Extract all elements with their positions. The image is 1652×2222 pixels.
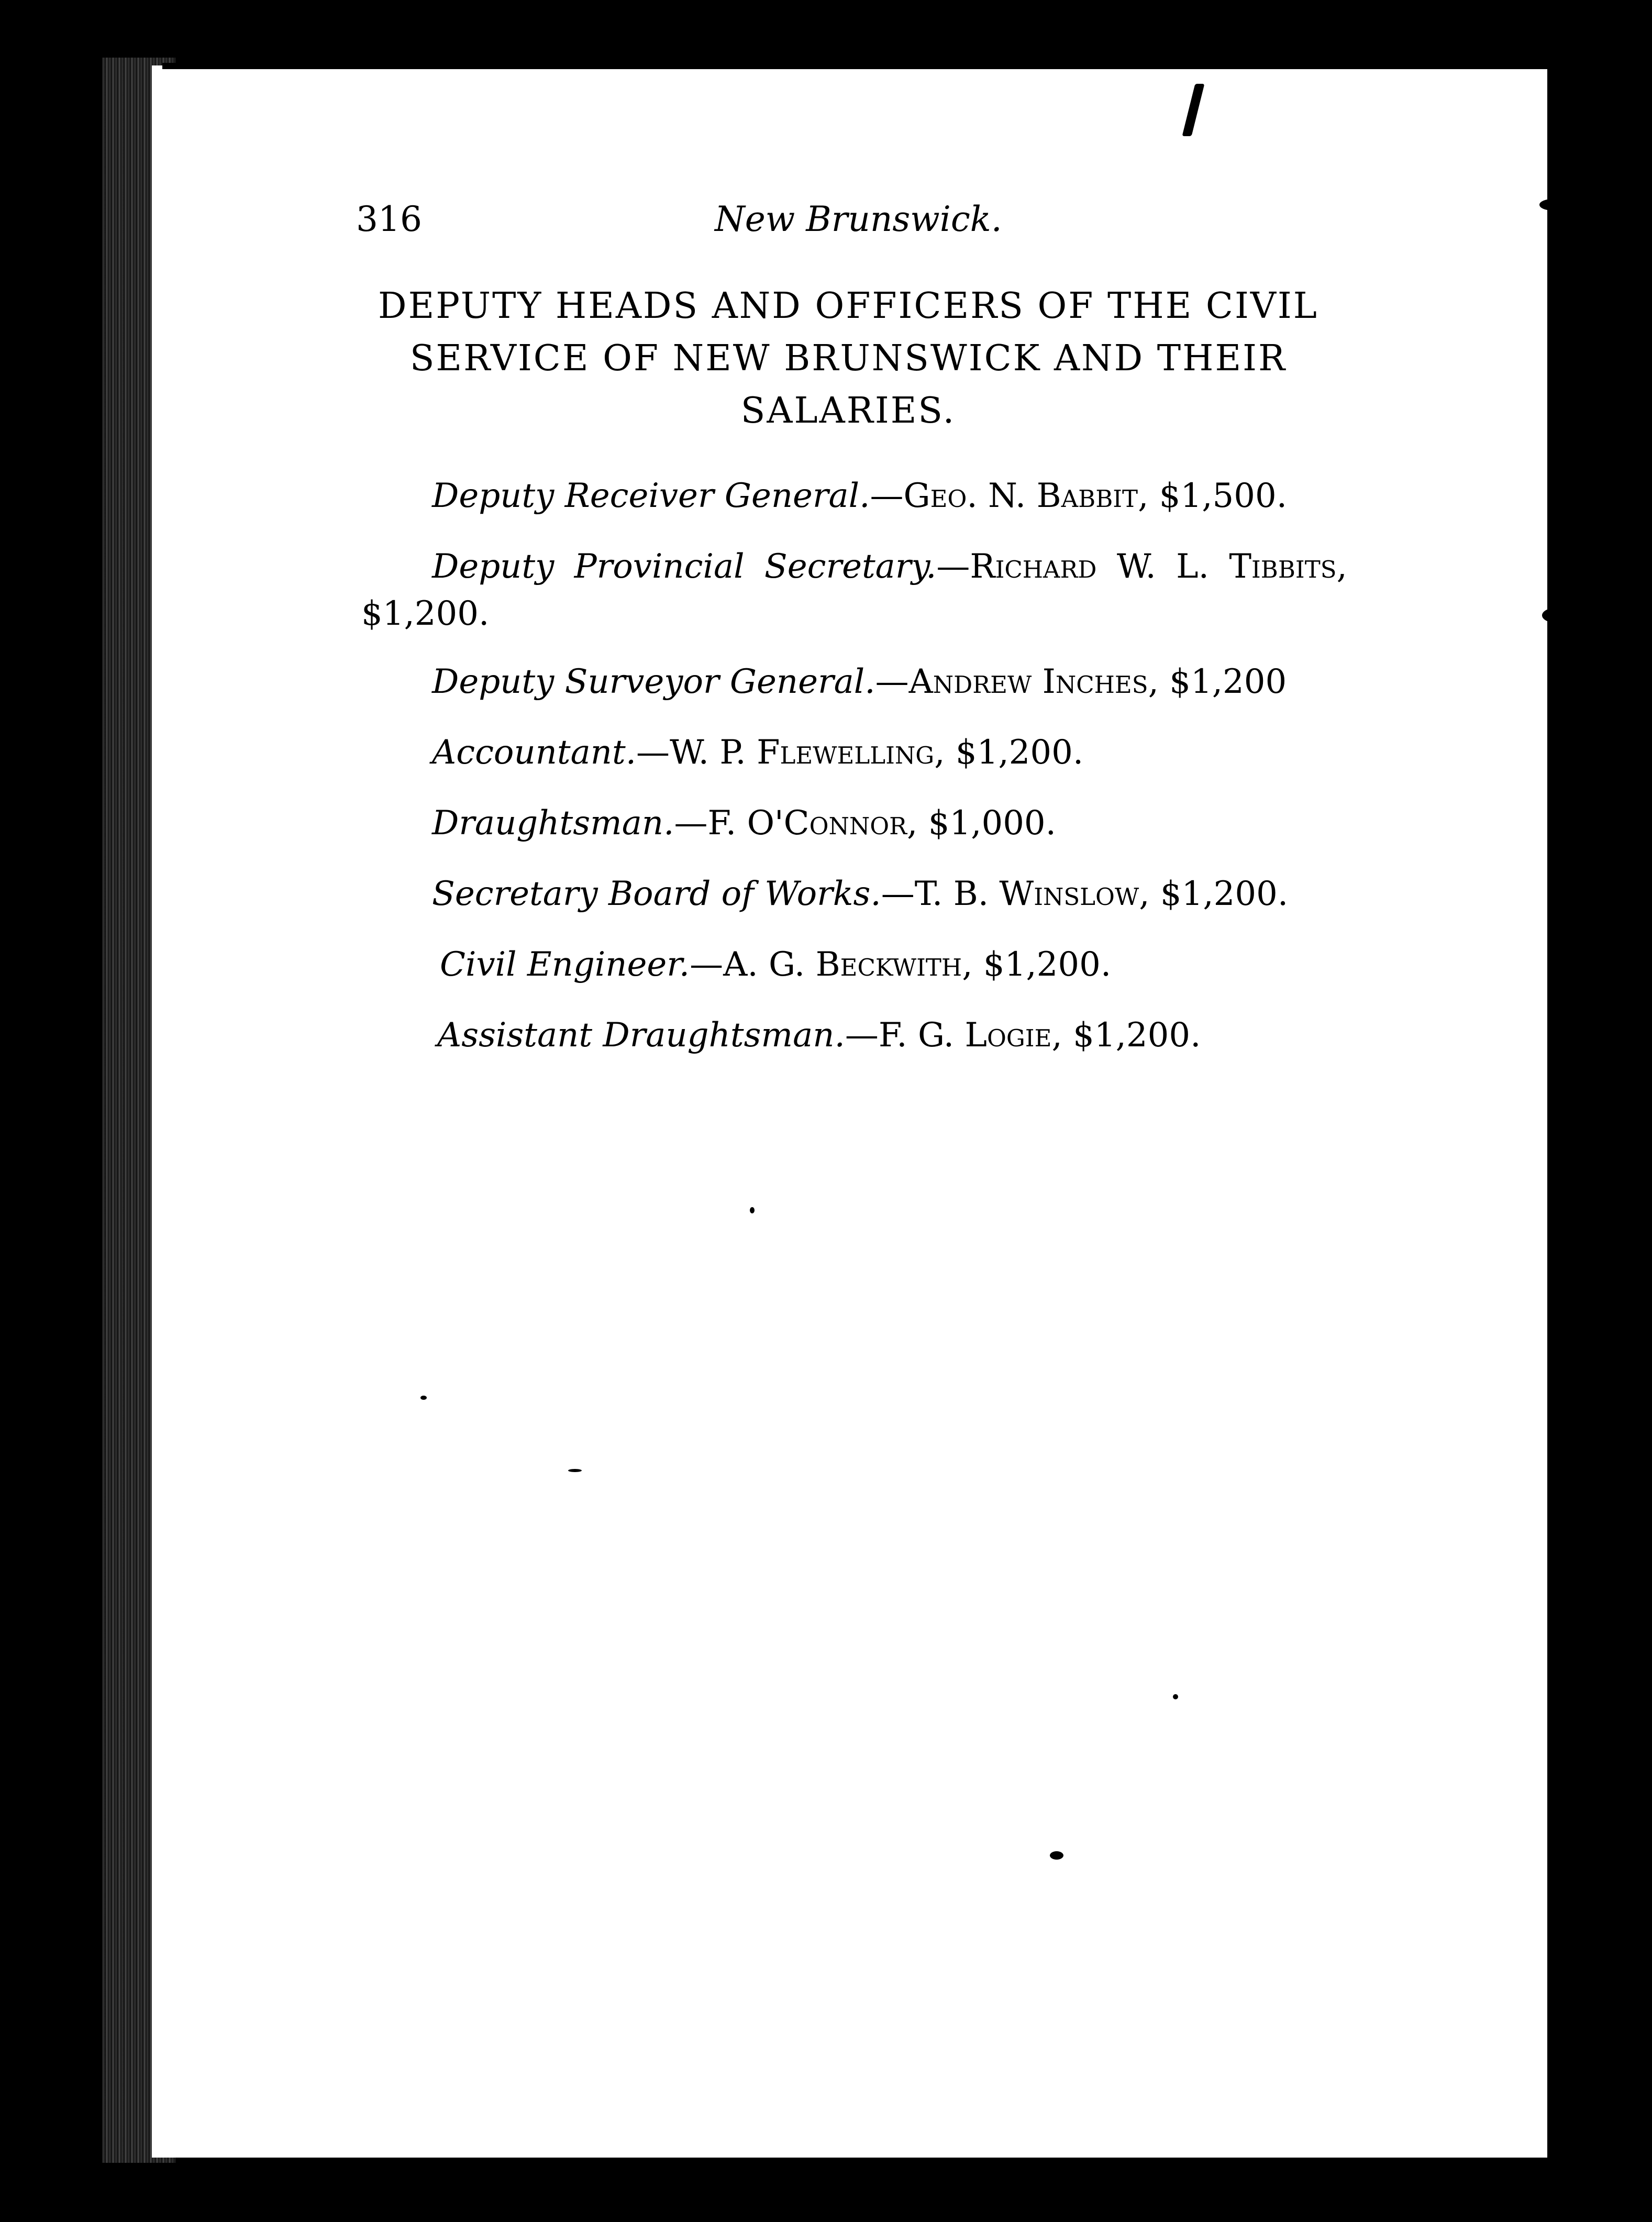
- entry-name: Andrew Inches: [908, 662, 1148, 701]
- entry-role: Civil Engineer.: [440, 945, 690, 984]
- entry-role: Deputy Provincial Secretary.: [432, 547, 937, 586]
- entry-salary: $1,200.: [361, 594, 490, 633]
- entry-salary: , $1,500.: [1138, 477, 1288, 515]
- entry-role: Assistant Draughtsman.: [437, 1016, 845, 1055]
- scan-speck: [1542, 607, 1573, 623]
- entry-role: Accountant.: [432, 733, 637, 772]
- entry-dash: —: [690, 945, 724, 984]
- scan-speck: [750, 1207, 755, 1213]
- entry-role: Draughtsman.: [432, 804, 674, 843]
- entry-salary: , $1,200.: [962, 945, 1112, 984]
- page-number: 316: [356, 199, 422, 239]
- entry-role: Deputy Surveyor General.: [432, 662, 875, 701]
- entry-salary: , $1,200.: [1139, 875, 1289, 913]
- entry-role: Secretary Board of Works.: [432, 875, 881, 913]
- page-title: DEPUTY HEADS AND OFFICERS OF THE CIVIL SERVICE OF NEW BRUNSWICK AND THEIR SALARIES.: [378, 285, 1318, 432]
- entry-accountant: [432, 733, 1083, 772]
- entry-dash: —: [936, 547, 970, 586]
- entry-secretary-board-of-works: [432, 875, 1288, 913]
- entry-dash: —: [674, 804, 708, 843]
- entry-dash: —: [636, 733, 670, 772]
- entry-name: T. B. Winslow: [914, 875, 1139, 913]
- scan-speck: [420, 1396, 427, 1400]
- entry-dash: —: [881, 875, 915, 913]
- entry-deputy-surveyor-general: [432, 662, 1287, 701]
- entry-dash: —: [875, 662, 909, 701]
- entry-name: Richard W. L. Tibbits: [970, 547, 1337, 586]
- entry-assistant-draughtsman: [437, 1016, 1201, 1055]
- entry-deputy-receiver-general: [432, 477, 1287, 515]
- entry-name: W. P. Flewelling: [670, 733, 935, 772]
- entry-civil-engineer: [440, 945, 1111, 984]
- entry-name: Geo. N. Babbit: [903, 477, 1138, 515]
- entry-salary: , $1,000.: [907, 804, 1056, 843]
- right-border: [1547, 65, 1562, 2160]
- entry-salary: , $1,200: [1148, 662, 1287, 701]
- entry-continuation-salary: [361, 594, 489, 633]
- entry-salary: ,: [1336, 547, 1347, 586]
- entry-dash: —: [845, 1016, 879, 1055]
- top-border: [162, 63, 1550, 69]
- running-head: New Brunswick.: [715, 199, 1002, 239]
- scan-speck: [1539, 199, 1566, 211]
- scan-speck: [568, 1469, 582, 1472]
- entry-salary: , $1,200.: [1051, 1016, 1201, 1055]
- entry-salary: , $1,200.: [934, 733, 1084, 772]
- entry-deputy-provincial-secretary: [432, 547, 1347, 586]
- scan-speck: [1050, 1851, 1063, 1860]
- entry-name: F. O'Connor: [707, 804, 907, 843]
- entry-dash: —: [870, 477, 904, 515]
- entry-name: F. G. Logie: [878, 1016, 1052, 1055]
- scan-speck: [1173, 1694, 1178, 1699]
- entry-draughtsman: [432, 804, 1056, 843]
- entry-role: Deputy Receiver General.: [432, 477, 870, 515]
- entry-name: A. G. Beckwith: [723, 945, 962, 984]
